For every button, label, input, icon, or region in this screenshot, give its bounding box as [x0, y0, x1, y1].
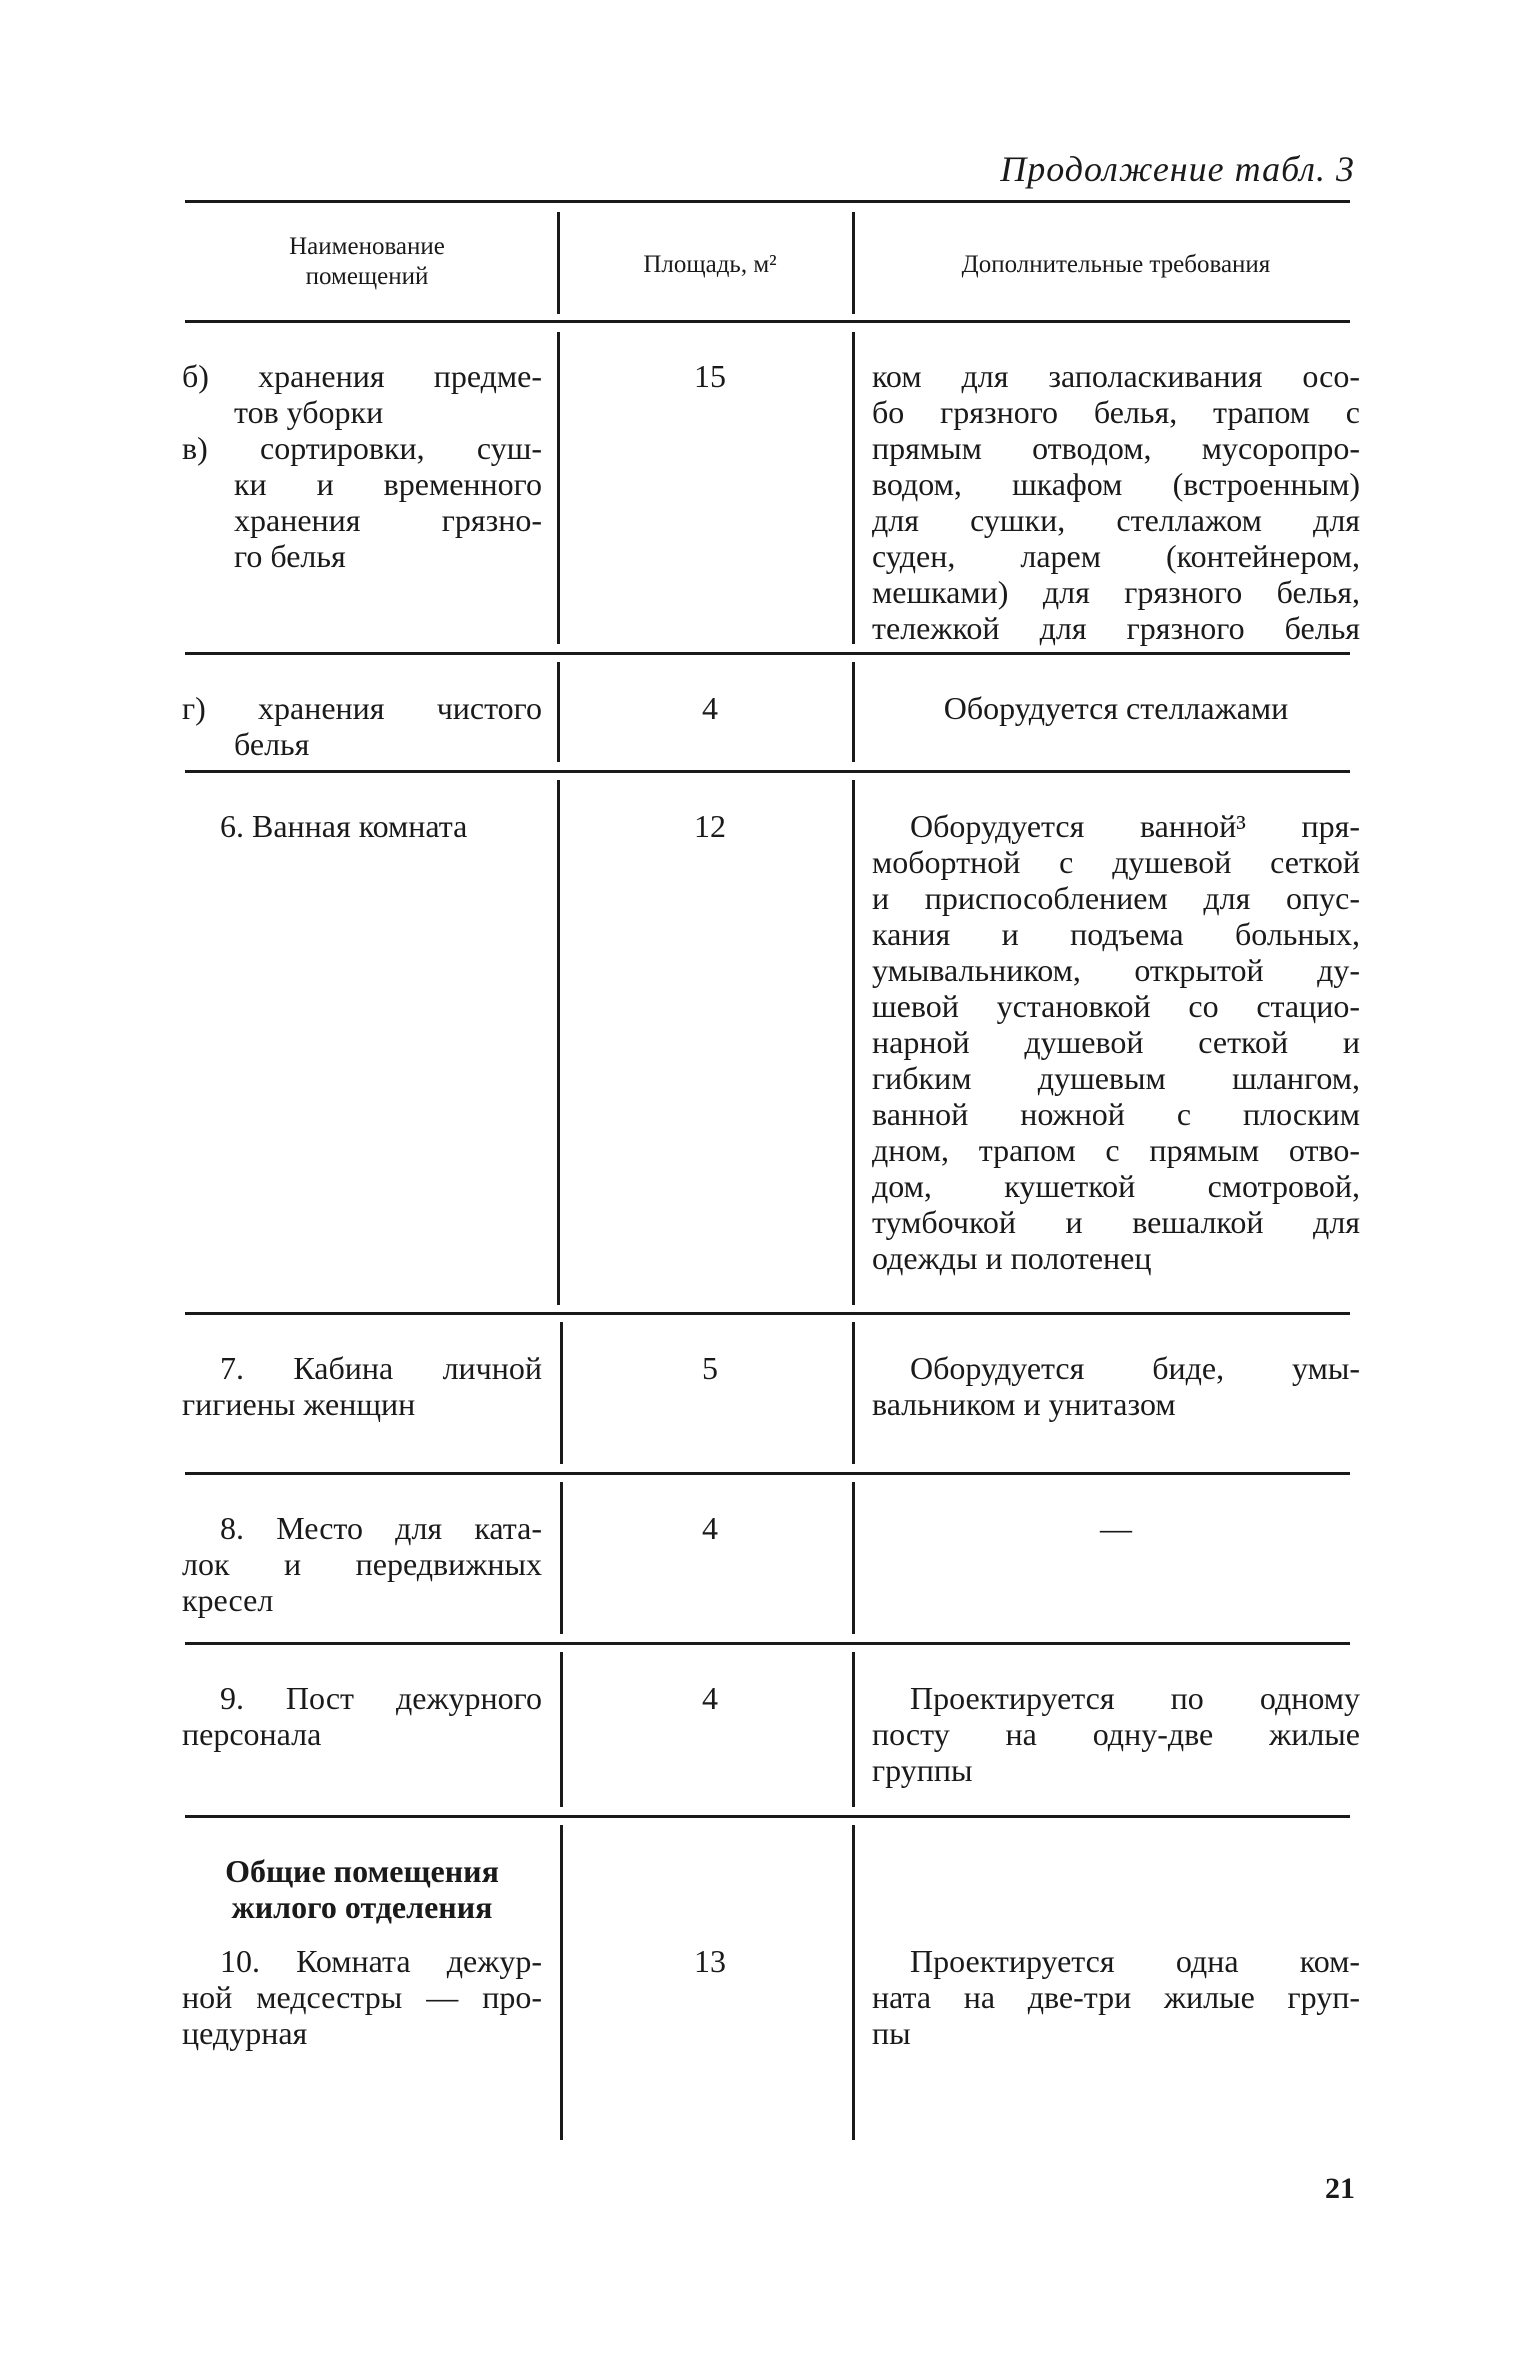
row-2-area: 4	[702, 690, 718, 726]
row-1-req-line: бо грязного белья, трапом с	[872, 394, 1360, 430]
column-rule	[852, 662, 855, 762]
column-rule	[852, 780, 855, 1305]
row-3-req-line: тумбочкой и вешалкой для	[872, 1204, 1360, 1240]
row-1-req-line: ком для заполаскивания осо-	[872, 358, 1360, 394]
column-rule	[557, 332, 560, 644]
header-area: Площадь, м²	[643, 251, 777, 278]
row-7-name-line: 10. Комната дежур-	[220, 1943, 542, 1979]
row-2-name-line: г) хранения чистого	[182, 690, 542, 726]
row-1-name-line: го белья	[234, 538, 346, 574]
row-1-name-line: в) сортировки, суш-	[182, 430, 542, 466]
row-5-name-line: кресел	[182, 1582, 274, 1618]
column-rule	[852, 1825, 855, 2140]
row-4-name-line: 7. Кабина личной	[220, 1350, 542, 1386]
header-name	[182, 232, 552, 292]
row-3-bottom-rule	[185, 1312, 1350, 1315]
row-3-name: 6. Ванная комната	[220, 808, 468, 844]
row-1-name-line: хранения грязно-	[234, 502, 542, 538]
row-4-requirements	[872, 1350, 1360, 1422]
row-1-req-line: суден, ларем (контейнером,	[872, 538, 1360, 574]
row-4-name-line: гигиены женщин	[182, 1386, 416, 1422]
row-5-name-line: лок и передвижных	[182, 1546, 542, 1582]
table-top-rule	[185, 200, 1350, 203]
row-1-name-line: б) хранения предме-	[182, 358, 542, 394]
row-6-req-line: посту на одну-две жилые	[872, 1716, 1360, 1752]
row-6-name-line: персонала	[182, 1716, 322, 1752]
row-3-area: 12	[694, 808, 726, 844]
row-7-req-line: ната на две-три жилые груп-	[872, 1979, 1360, 2015]
row-7-requirements	[872, 1943, 1360, 2051]
row-5-name-line: 8. Место для ката-	[220, 1510, 542, 1546]
column-rule	[852, 1482, 855, 1634]
table-continuation-caption: Продолжение табл. 3	[1000, 149, 1355, 189]
row-3-req-line: Оборудуется ванной³ пря-	[910, 808, 1360, 844]
column-rule	[560, 1652, 563, 1807]
row-3-req-line: мобортной с душевой сеткой	[872, 844, 1360, 880]
column-rule	[560, 1322, 563, 1464]
row-7-name-line: ной медсестры — про-	[182, 1979, 542, 2015]
row-6-requirements	[872, 1680, 1360, 1788]
row-1-req-line: тележкой для грязного белья	[872, 610, 1360, 646]
row-4-bottom-rule	[185, 1472, 1350, 1475]
row-5-requirements: —	[1100, 1510, 1132, 1546]
row-1-requirements	[872, 358, 1360, 646]
row-1-req-line: прямым отводом, мусоропро-	[872, 430, 1360, 466]
row-3-req-line: нарной душевой сеткой и	[872, 1024, 1360, 1060]
column-rule	[852, 1322, 855, 1464]
section-heading	[182, 1853, 542, 1925]
header-name-line-1: Наименование	[289, 233, 445, 260]
row-7-name-line: цедурная	[182, 2015, 308, 2051]
row-2-name-line: белья	[234, 726, 310, 762]
row-6-req-line: группы	[872, 1752, 973, 1788]
column-rule	[557, 662, 560, 762]
row-4-name	[182, 1350, 542, 1422]
row-1-name	[182, 358, 542, 574]
row-3-req-line: кания и подъема больных,	[872, 916, 1360, 952]
row-4-req-line: вальником и унитазом	[872, 1386, 1176, 1422]
row-7-req-line: Проектируется одна ком-	[910, 1943, 1360, 1979]
header-name-line-2: помещений	[305, 263, 429, 290]
row-1-req-line: водом, шкафом (встроенным)	[872, 466, 1360, 502]
row-3-req-line: дом, кушеткой смотровой,	[872, 1168, 1360, 1204]
row-1-name-line: ки и временного	[234, 466, 542, 502]
row-2-bottom-rule	[185, 770, 1350, 773]
column-rule	[852, 212, 855, 314]
row-2-requirements: Оборудуется стеллажами	[943, 690, 1289, 726]
row-3-req-line: одежды и полотенец	[872, 1240, 1152, 1276]
row-3-requirements	[872, 808, 1360, 1276]
row-5-area: 4	[702, 1510, 718, 1546]
row-7-name	[182, 1943, 542, 2051]
section-heading-line: жилого отделения	[231, 1889, 493, 1925]
row-1-bottom-rule	[185, 652, 1350, 655]
row-2-name	[182, 690, 542, 762]
row-3-req-line: шевой установкой со стацио-	[872, 988, 1360, 1024]
row-6-name-line: 9. Пост дежурного	[220, 1680, 542, 1716]
row-3-req-line: ванной ножной с плоским	[872, 1096, 1360, 1132]
section-heading-line: Общие помещения	[225, 1853, 499, 1889]
row-3-req-line: и приспособлением для опус-	[872, 880, 1360, 916]
row-3-req-line: умывальником, открытой ду-	[872, 952, 1360, 988]
column-rule	[557, 780, 560, 1305]
row-4-req-line: Оборудуется биде, умы-	[910, 1350, 1360, 1386]
row-1-name-line: тов уборки	[234, 394, 384, 430]
row-4-area: 5	[702, 1350, 718, 1386]
header-requirements: Дополнительные требования	[961, 251, 1271, 278]
row-7-req-line: пы	[872, 2015, 911, 2051]
column-rule	[560, 1825, 563, 2140]
row-6-name	[182, 1680, 542, 1752]
row-1-req-line: для сушки, стеллажом для	[872, 502, 1360, 538]
column-rule	[557, 212, 560, 314]
row-5-name	[182, 1510, 542, 1618]
row-3-req-line: гибким душевым шлангом,	[872, 1060, 1360, 1096]
page-number: 21	[1325, 2172, 1355, 2205]
row-5-bottom-rule	[185, 1642, 1350, 1645]
row-7-area: 13	[694, 1943, 726, 1979]
column-rule	[852, 1652, 855, 1807]
row-3-req-line: дном, трапом с прямым отво-	[872, 1132, 1360, 1168]
column-rule	[560, 1482, 563, 1634]
row-1-area: 15	[694, 358, 726, 394]
row-1-req-line: мешками) для грязного белья,	[872, 574, 1360, 610]
header-bottom-rule	[185, 320, 1350, 323]
column-rule	[852, 332, 855, 644]
row-6-req-line: Проектируется по одному	[910, 1680, 1360, 1716]
row-6-bottom-rule	[185, 1815, 1350, 1818]
row-6-area: 4	[702, 1680, 718, 1716]
